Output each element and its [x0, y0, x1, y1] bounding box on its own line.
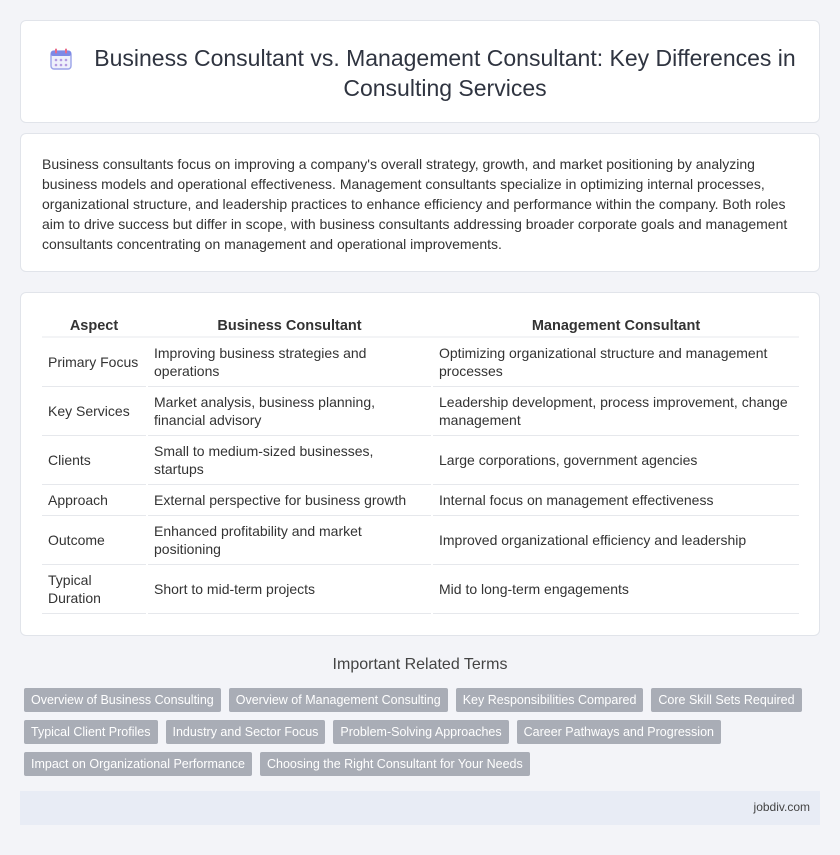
intro-card	[20, 133, 820, 272]
row-business-value: Short to mid-term projects	[147, 565, 432, 614]
related-tag[interactable]: Typical Client Profiles	[24, 720, 158, 744]
related-tag[interactable]: Overview of Business Consulting	[24, 688, 221, 712]
related-tag[interactable]: Overview of Management Consulting	[229, 688, 448, 712]
footer-site-name[interactable]: jobdiv.com	[753, 800, 810, 814]
row-management-value: Optimizing organizational structure and management processes	[432, 337, 799, 387]
footer	[20, 791, 820, 825]
row-business-value: Market analysis, business planning, financial advisory	[147, 387, 432, 436]
related-tag[interactable]: Career Pathways and Progression	[517, 720, 721, 744]
related-tag[interactable]: Choosing the Right Consultant for Your Needs	[260, 752, 530, 776]
row-business-value: Improving business strategies and operations	[147, 337, 432, 387]
page-title: Business Consultant vs. Management Consultant: Key Differences in Consulting Services	[94, 45, 796, 101]
comparison-card	[20, 292, 820, 636]
header-business-consultant: Business Consultant	[147, 315, 432, 337]
related-tag[interactable]: Industry and Sector Focus	[166, 720, 326, 744]
intro-paragraph: Business consultants focus on improving a company's overall strategy, growth, and market positioning by analyzing business models and operational effectiveness. Management consultants specialize in optimizing internal processes, organizational structure, and leadership practices to enhance efficiency and performance within the company. Both roles aim to drive success but differ in scope, with business consultants addressing broader corporate goals and management consultants concentrating on management and operational improvements.	[42, 156, 788, 252]
header-card	[20, 20, 820, 123]
row-aspect: Primary Focus	[42, 337, 147, 387]
related-tag[interactable]: Problem-Solving Approaches	[333, 720, 508, 744]
row-aspect: Approach	[42, 485, 147, 516]
comparison-table	[42, 315, 799, 614]
related-tag[interactable]: Core Skill Sets Required	[651, 688, 801, 712]
row-aspect: Typical Duration	[42, 565, 147, 614]
related-terms-tags	[24, 688, 824, 784]
row-management-value: Mid to long-term engagements	[432, 565, 799, 614]
related-tag[interactable]: Impact on Organizational Performance	[24, 752, 252, 776]
row-management-value: Internal focus on management effectiveness	[432, 485, 799, 516]
tag-row	[24, 752, 824, 776]
row-business-value: Small to medium-sized businesses, startups	[147, 436, 432, 485]
table-row	[42, 516, 799, 565]
table-row	[42, 485, 799, 516]
tag-row	[24, 688, 824, 712]
header-aspect: Aspect	[42, 315, 147, 337]
header-management-consultant: Management Consultant	[432, 315, 799, 337]
row-management-value: Large corporations, government agencies	[432, 436, 799, 485]
table-row	[42, 565, 799, 614]
table-row	[42, 337, 799, 387]
row-aspect: Outcome	[42, 516, 147, 565]
row-aspect: Clients	[42, 436, 147, 485]
row-management-value: Leadership development, process improvement, change management	[432, 387, 799, 436]
table-row	[42, 436, 799, 485]
row-business-value: External perspective for business growth	[147, 485, 432, 516]
related-tag[interactable]: Key Responsibilities Compared	[456, 688, 644, 712]
row-management-value: Improved organizational efficiency and leadership	[432, 516, 799, 565]
row-aspect: Key Services	[42, 387, 147, 436]
table-row	[42, 387, 799, 436]
table-header-row	[42, 315, 799, 337]
related-terms-title: Important Related Terms	[332, 656, 508, 673]
row-business-value: Enhanced profitability and market positioning	[147, 516, 432, 565]
tag-row	[24, 720, 824, 744]
